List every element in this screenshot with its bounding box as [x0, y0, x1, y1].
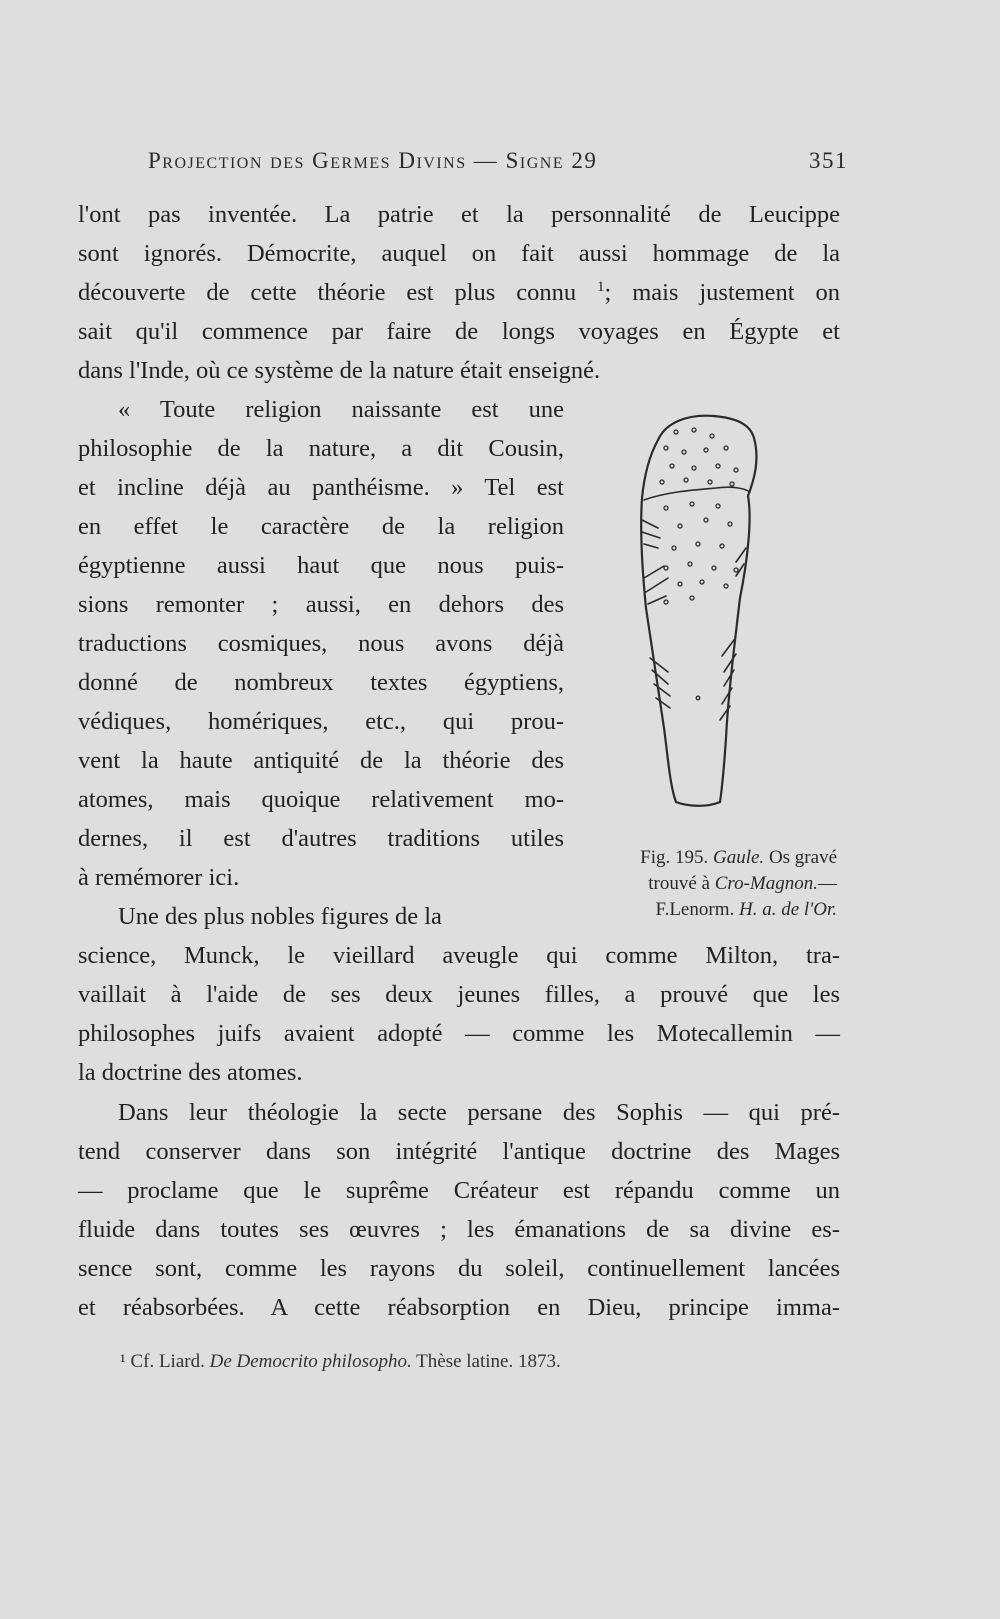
text-line: la doctrine des atomes.	[78, 1059, 303, 1086]
text-line: philosophes juifs avaient adopté — comme les Motecallemin —	[78, 1020, 840, 1047]
caption-text: Os gravé	[768, 847, 837, 868]
text-line: et incline déjà au panthéisme. » Tel est	[78, 474, 564, 501]
text-line	[78, 273, 840, 312]
text-line: égyptienne aussi haut que nous puis-	[78, 552, 564, 579]
text-fragment: découverte de cette théorie est plus connu	[78, 279, 577, 306]
running-header	[148, 148, 848, 174]
text-line: — proclame que le suprême Créateur est répandu comme un	[78, 1177, 840, 1204]
text-line: sait qu'il commence par faire de longs voyages en Égypte et	[78, 318, 840, 345]
footnote-text: Thèse latine. 1873.	[416, 1351, 561, 1372]
caption-source: H. a. de l'Or.	[738, 899, 837, 920]
paragraph-munck-start	[78, 897, 564, 936]
engraved-bone-figure	[636, 408, 786, 840]
footnote-ref: 1	[597, 278, 605, 295]
paragraph-cousin	[78, 390, 564, 897]
caption-line	[585, 871, 837, 897]
text-line: Dans leur théologie la secte persane des Sophis — qui pré-	[118, 1099, 840, 1126]
footnote-title: De Democrito philosopho.	[209, 1351, 412, 1372]
figure-caption	[585, 845, 837, 923]
caption-line	[585, 897, 837, 923]
paragraph-leucippe	[78, 195, 840, 390]
text-line: science, Munck, le vieillard aveugle qui comme Milton, tra-	[78, 942, 840, 969]
text-line: « Toute religion naissante est une	[118, 396, 564, 423]
text-line: sont ignorés. Démocrite, auquel on fait aussi hommage de la	[78, 240, 840, 267]
text-line: vaillait à l'aide de ses deux jeunes filles, a prouvé que les	[78, 981, 840, 1008]
footnote	[120, 1351, 820, 1373]
bone-outline	[641, 416, 756, 806]
engraved-stroke	[644, 566, 668, 604]
text-line: donné de nombreux textes égyptiens,	[78, 669, 564, 696]
text-line: védiques, homériques, etc., qui prou-	[78, 708, 564, 735]
text-line: tend conserver dans son intégrité l'antique doctrine des Mages	[78, 1138, 840, 1165]
text-fragment: ; mais justement on	[604, 279, 841, 306]
caption-place: Gaule.	[713, 847, 765, 868]
text-line: vent la haute antiquité de la théorie des	[78, 747, 564, 774]
text-line: sions remonter ; aussi, en dehors des	[78, 591, 564, 618]
engraved-stroke	[650, 658, 670, 708]
footnote-mark: ¹	[120, 1351, 126, 1372]
running-title: Projection des Germes Divins — Signe 29	[148, 148, 598, 173]
text-line: dans l'Inde, où ce système de la nature était enseigné.	[78, 357, 601, 384]
paragraph-munck	[78, 936, 840, 1092]
text-line: à remémorer ici.	[78, 864, 240, 891]
engraved-stroke	[642, 520, 660, 548]
page-number: 351	[809, 148, 848, 173]
paragraph-sophis	[78, 1093, 840, 1327]
text-line: fluide dans toutes ses œuvres ; les émanations de sa divine es-	[78, 1216, 840, 1243]
footnote-text: Cf. Liard.	[130, 1351, 205, 1372]
text-line: traductions cosmiques, nous avons déjà	[78, 630, 564, 657]
text-line: et réabsorbées. A cette réabsorption en Dieu, principe imma-	[78, 1294, 840, 1321]
text-line: Une des plus nobles figures de la	[118, 903, 442, 930]
text-line: philosophie de la nature, a dit Cousin,	[78, 435, 564, 462]
caption-site: Cro-Magnon.	[714, 873, 818, 894]
caption-dash: —	[818, 873, 837, 894]
text-line: dernes, il est d'autres traditions utiles	[78, 825, 564, 852]
text-line: l'ont pas inventée. La patrie et la personnalité de Leucippe	[78, 201, 840, 228]
figure-number: Fig. 195.	[640, 847, 709, 868]
caption-line	[585, 845, 837, 871]
bone-break-line	[644, 487, 750, 500]
caption-author: F.Lenorm.	[655, 899, 735, 920]
text-line: en effet le caractère de la religion	[78, 513, 564, 540]
caption-text: trouvé à	[648, 873, 710, 894]
text-line: atomes, mais quoique relativement mo-	[78, 786, 564, 813]
text-line: sence sont, comme les rayons du soleil, continuellement lancées	[78, 1255, 840, 1282]
